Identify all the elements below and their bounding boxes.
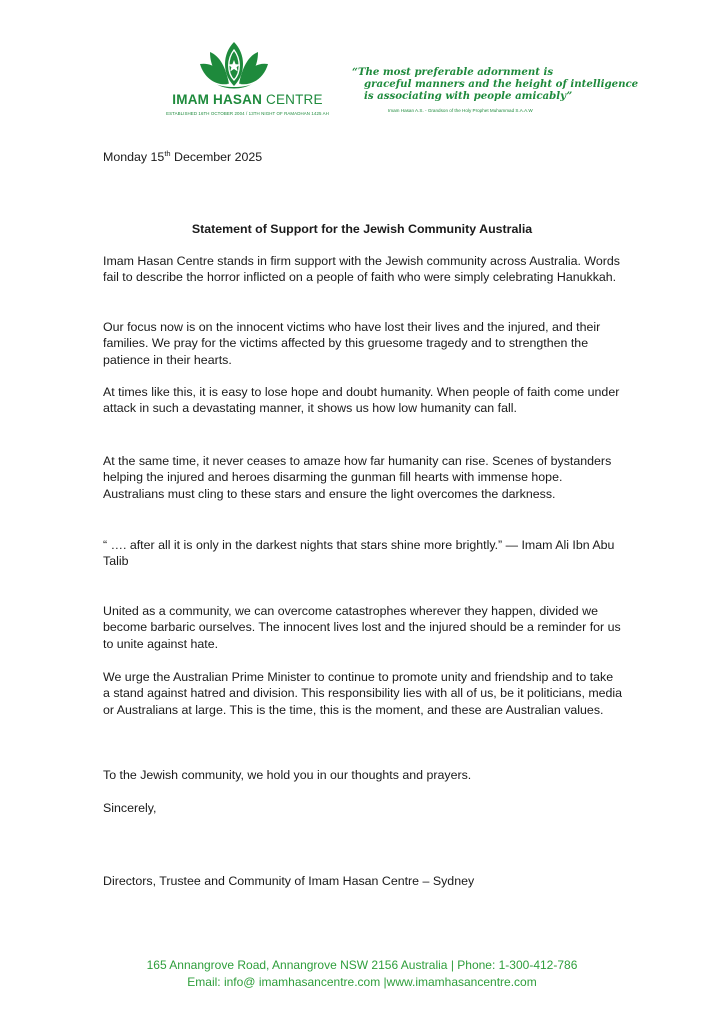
quote-paragraph: “ …. after all it is only in the darkest nights that stars shine more brightly.” — Imam Ali Ibn Abu Talib bbox=[103, 538, 615, 569]
statement-title: Statement of Support for the Jewish Community Australia bbox=[191, 222, 533, 236]
organization-logo bbox=[140, 40, 355, 120]
organization-name-bold: IMAM HASAN bbox=[172, 92, 263, 107]
date-ordinal: th bbox=[164, 149, 171, 158]
established-tagline: ESTABLISHED 16TH OCTOBER 2004 / 13TH NIGHT OF RAMADHAN 1425 AH bbox=[166, 111, 329, 116]
paragraph: At the same time, it never ceases to amaze how far humanity can rise. Scenes of bystanders helping the injured and heroes disarming the gunman fill hearts with immense hope. Australians must cling to these stars and ensure the light overcomes the darkness. bbox=[103, 454, 612, 501]
paragraph: Our focus now is on the innocent victims who have lost their lives and the injured, and their families. We pray for the victims affected by this gruesome tragedy and to strengthen the patience in their hearts. bbox=[103, 320, 601, 367]
paragraph: At times like this, it is easy to lose hope and doubt humanity. When people of faith come under attack in such a devastating manner, it shows us how low humanity can fall. bbox=[103, 385, 620, 416]
footer-address: 165 Annangrove Road, Annangrove NSW 2156 Australia | Phone: 1-300-412-786 bbox=[146, 958, 578, 972]
paragraph: United as a community, we can overcome catastrophes wherever they happen, divided we become barbaric ourselves. The innocent lives lost and the injured should be a reminder for us to unite against hate. bbox=[103, 604, 621, 651]
header-quote-line: “The most preferable adornment is bbox=[352, 66, 554, 78]
paragraph: Imam Hasan Centre stands in firm support with the Jewish community across Australia. Words fail to describe the horror inflicted on a people of faith who were simply celebrating Hanukkah. bbox=[103, 254, 620, 285]
lotus-star-icon bbox=[198, 40, 270, 92]
closing: Sincerely, bbox=[103, 801, 157, 815]
header-quote-line: graceful manners and the height of intelligence bbox=[364, 78, 639, 90]
footer-contact: Email: info@ imamhasancentre.com |www.imamhasancentre.com bbox=[187, 974, 537, 989]
paragraph: We urge the Australian Prime Minister to continue to promote unity and friendship and to take a stand against hatred and division. This responsibility lies with all of us, be it politicians, media or Australians at large. This is the time, this is the moment, and these are Australian values. bbox=[103, 670, 623, 717]
organization-name bbox=[140, 92, 355, 107]
header-quote-line: is associating with people amicably” bbox=[364, 90, 573, 102]
organization-name-light: CENTRE bbox=[266, 92, 323, 107]
footer bbox=[0, 957, 724, 990]
paragraph: To the Jewish community, we hold you in our thoughts and prayers. bbox=[103, 768, 472, 782]
letter-date bbox=[103, 150, 262, 164]
date-month-year: December 2025 bbox=[170, 150, 263, 164]
header-quote bbox=[352, 66, 639, 102]
signature: Directors, Trustee and Community of Imam Hasan Centre – Sydney bbox=[103, 874, 475, 888]
date-day: Monday 15 bbox=[103, 150, 165, 164]
header-quote-attribution: Imam Hasan A.S. - Grandson of the Holy Prophet Muhammad S.A.A.W bbox=[388, 108, 533, 113]
